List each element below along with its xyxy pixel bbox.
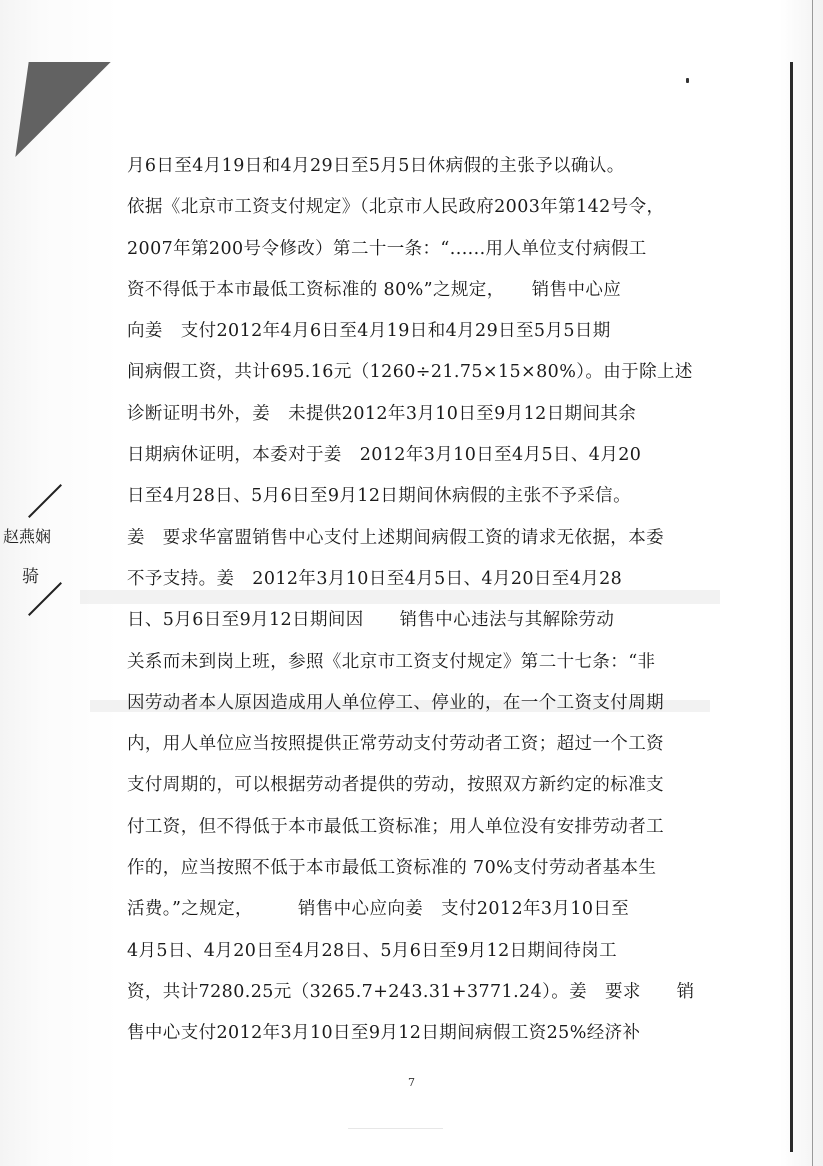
text-line: 内，用人单位应当按照提供正常劳动支付劳动者工资；超过一个工资 — [127, 734, 664, 755]
scan-speck — [686, 78, 689, 83]
seam-stamp-text: 骑 — [22, 567, 39, 587]
folded-corner-shadow — [15, 62, 110, 157]
text-line: 付工资，但不得低于本市最低工资标准；用人单位没有安排劳动者工 — [127, 816, 664, 837]
text-line: 4月5日、4月20日至4月28日、5月6日至9月12日期间待岗工 — [127, 940, 618, 961]
text-line: 日、5月6日至9月12日期间因 销售中心违法与其解除劳动 — [127, 610, 615, 631]
text-line: 资，共计7280.25元（3265.7+243.31+3771.24）。姜 要求 销 — [127, 981, 695, 1002]
text-line: 间病假工资，共计695.16元（1260÷21.75×15×80%）。由于除上述 — [127, 362, 693, 383]
text-line: 向姜 支付2012年4月6日至4月19日和4月29日至5月5日期 — [127, 321, 611, 342]
text-line: 售中心支付2012年3月10日至9月12日期间病假工资25%经济补 — [127, 1023, 641, 1044]
text-line: 不予支持。姜 2012年3月10日至4月5日、4月20日至4月28 — [127, 568, 623, 589]
page-number: 7 — [408, 1076, 415, 1089]
seam-stamp-slash — [28, 484, 62, 518]
document-body — [127, 146, 695, 1055]
text-line: 姜 要求华富盟销售中心支付上述期间病假工资的请求无依据，本委 — [127, 527, 664, 548]
seam-stamp — [0, 480, 70, 610]
text-line: 资不得低于本市最低工资标准的 80%”之规定， 销售中心应 — [127, 279, 622, 300]
text-line: 关系而未到岗上班，参照《北京市工资支付规定》第二十七条：“非 — [127, 651, 656, 672]
binding-edge-line — [790, 62, 793, 1152]
text-line: 日期病休证明，本委对于姜 2012年3月10日至4月5日、4月20 — [127, 445, 642, 466]
text-line: 作的，应当按照不低于本市最低工资标准的 70%支付劳动者基本生 — [127, 858, 657, 879]
page-edge-line — [812, 0, 813, 1166]
text-line: 日至4月28日、5月6日至9月12日期间休病假的主张不予采信。 — [127, 486, 631, 507]
text-line: 支付周期的，可以根据劳动者提供的劳动，按照双方新约定的标准支 — [127, 775, 664, 796]
bottom-scan-mark — [348, 1128, 443, 1139]
text-line: 活费。”之规定， 销售中心应向姜 支付2012年3月10日至 — [127, 899, 630, 920]
text-line: 依据《北京市工资支付规定》（北京市人民政府2003年第142号令， — [127, 197, 665, 218]
text-line: 因劳动者本人原因造成用人单位停工、停业的，在一个工资支付周期 — [127, 692, 664, 713]
seam-stamp-text: 赵燕娴 — [3, 527, 52, 546]
text-line: 月6日至4月19日和4月29日至5月5日休病假的主张予以确认。 — [127, 156, 625, 176]
text-line: 2007年第200号令修改）第二十一条：“......用人单位支付病假工 — [127, 238, 647, 259]
text-line: 诊断证明书外，姜 未提供2012年3月10日至9月12日期间其余 — [127, 403, 637, 424]
